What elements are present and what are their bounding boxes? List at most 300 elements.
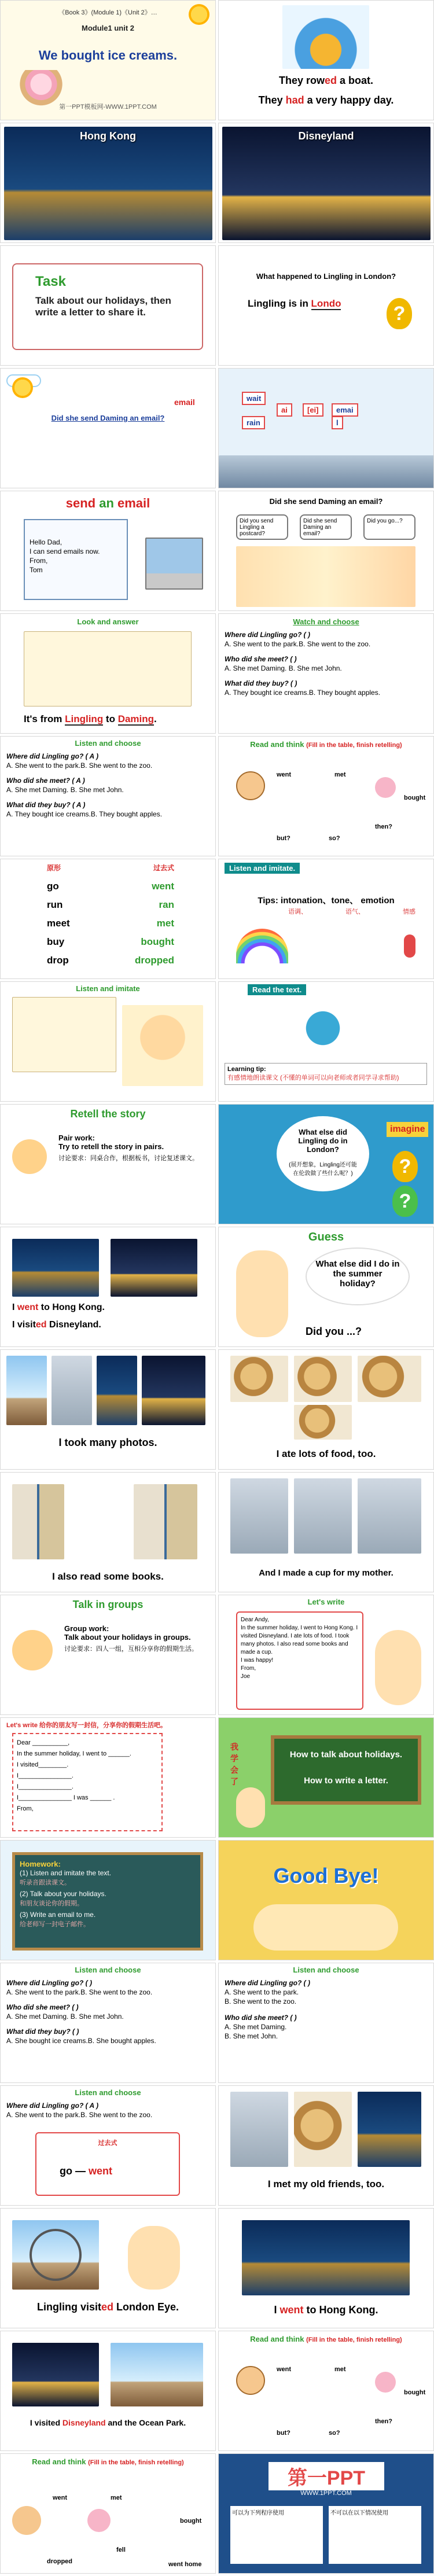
speech-bubble: Did you send Lingling a postcard? [236, 514, 288, 540]
photo-collage-3 [97, 1356, 137, 1425]
task-label: Task [35, 274, 66, 289]
slide-row [0, 2331, 434, 2451]
line-part: and the Ocean Park. [105, 2418, 186, 2427]
line-part: to Hong Kong. [303, 2304, 378, 2316]
verb-base: run [47, 899, 63, 910]
letter-image [24, 631, 192, 706]
task-text: Talk about our holidays, then write a letter to share it. [35, 295, 171, 318]
sentence-part: I [12, 1302, 17, 1312]
word-card-wait: wait [242, 392, 266, 405]
quiz-question: What did they buy? ( ) [225, 679, 297, 687]
slide-15 [0, 859, 216, 979]
quiz-question: Who did she meet? ( ) [6, 2003, 79, 2011]
map-word: fell [116, 2546, 126, 2553]
slide-22 [218, 1227, 434, 1347]
slide-row [0, 859, 434, 979]
slide-23 [0, 1349, 216, 1470]
kids-icon [12, 1139, 47, 1174]
tips-sub [288, 907, 415, 916]
side-label: 我学会了 [230, 1742, 238, 1786]
map-word: went [277, 2366, 292, 2373]
disneyland-photo [12, 2343, 99, 2406]
watch-choose-label: Watch and choose [293, 617, 359, 626]
slide-row [0, 736, 434, 856]
slide-40 [218, 2331, 434, 2451]
title-an: an [99, 496, 117, 510]
homework-cn: 和朋友谈论你的假期。 [20, 1900, 83, 1907]
answer-lingling: Lingling [65, 713, 104, 724]
template-line: I visited________. [17, 1761, 69, 1768]
learning-tip-title: Learning tip: [227, 1066, 266, 1073]
verb-row [47, 896, 174, 914]
slide-3 [0, 123, 216, 243]
usage-col-b: 不可以在以下情况使用 [329, 2506, 421, 2564]
girl-icon [12, 2506, 41, 2535]
quiz-list [6, 2101, 212, 2119]
ice-cream-icon [87, 2509, 111, 2532]
photo-collage-1 [6, 1356, 47, 1425]
verb-base: meet [47, 918, 70, 929]
slide-7 [0, 368, 216, 488]
question-mark-icon: ? [387, 298, 412, 329]
slide-row [0, 1963, 434, 2083]
mail-line: I can send emails now. [30, 547, 100, 555]
quiz-options: B. She went to the zoo. [225, 1997, 297, 2005]
map-word: but? [277, 2430, 290, 2437]
quiz-list [6, 1978, 212, 2045]
quiz-options: A. She met Daming. [225, 2023, 287, 2031]
letter-template [12, 1733, 163, 1831]
email-question: Did she send Daming an email? [269, 497, 383, 506]
photo-collage-4 [142, 1356, 205, 1425]
slide-row [0, 1840, 434, 1960]
header-base: 原形 [47, 864, 61, 872]
girl-icon [236, 771, 265, 800]
speech-bubble: Did she send Daming an email? [300, 514, 352, 540]
map-word: went home [168, 2561, 202, 2568]
letter-line: Joe [241, 1673, 251, 1680]
verb-row [47, 877, 174, 896]
slide-37 [0, 2208, 216, 2328]
cup-photo-1 [230, 1478, 288, 1554]
map-word: went [277, 771, 292, 778]
tip-sub: 语气、 [345, 908, 365, 915]
slide-28 [218, 1595, 434, 1715]
london-eye-line [1, 2301, 215, 2313]
hong-kong-photo [4, 127, 212, 240]
map-word: so? [329, 2430, 340, 2437]
word-card-phoneme: [ei] [303, 403, 323, 417]
book-photo-1 [12, 1484, 64, 1559]
word-card-rain: rain [242, 416, 265, 429]
quiz-question: Where did Lingling go? ( ) [6, 1979, 92, 1987]
label-note: (Fill in the table, finish retelling) [306, 742, 402, 749]
ocean-park-photo [111, 2343, 203, 2406]
board-line-2: How to write a letter. [304, 1776, 388, 1786]
sentence-highlight: ed [35, 1320, 47, 1330]
slide-row [0, 1717, 434, 1838]
map-word: then? [375, 2418, 392, 2425]
lesson-title: We bought ice creams. [38, 48, 178, 62]
took-photos-line: I took many photos. [58, 1437, 157, 1448]
slide-9 [0, 491, 216, 611]
slide-row [0, 1349, 434, 1470]
cup-photo-3 [358, 1478, 421, 1554]
slide-row [0, 1104, 434, 1224]
module-label: Module1 unit 2 [82, 24, 134, 32]
template-line: Dear __________, [17, 1739, 70, 1746]
ate-food-line: I ate lots of food, too. [276, 1448, 376, 1459]
quiz-options: A. She went to the park.B. She went to the zoo. [6, 2111, 153, 2119]
slide-row [0, 245, 434, 366]
line-part: It's from [24, 713, 65, 724]
sentence-part: a very happy day. [304, 94, 394, 106]
verb-table [47, 863, 174, 970]
story-text-image [12, 997, 116, 1072]
cup-photo-2 [294, 1478, 352, 1554]
slide-row [0, 1595, 434, 1715]
title-email: email [117, 496, 150, 510]
disneyland-label: Disneyland [298, 130, 354, 142]
verb-base: go [47, 881, 59, 892]
slide-32 [218, 1840, 434, 1960]
quiz-options: A. They bought ice creams.B. They bought apples. [6, 810, 163, 818]
listen-imitate-label: Listen and imitate. [225, 863, 300, 874]
homework-item: (3) Write an email to me. [20, 1911, 96, 1919]
line-highlight: Disneyland [62, 2418, 106, 2427]
pair-work-cn: 讨论要求：同桌合作，根据板书，讨论复述课文。 [58, 1155, 198, 1162]
verb-past: met [156, 918, 174, 929]
lingling-line [248, 298, 341, 310]
group-work-block [64, 1624, 209, 1653]
line-part: I visited [30, 2418, 62, 2427]
template-line: From, [17, 1805, 34, 1812]
map-word: bought [404, 794, 426, 801]
hong-kong-photo [242, 2220, 410, 2295]
slide-21 [0, 1227, 216, 1347]
sentence-part: to Hong Kong. [38, 1302, 105, 1312]
slide-5 [0, 245, 216, 366]
question-text: What happened to Lingling in London? [256, 272, 396, 281]
photo-collage-2 [52, 1356, 92, 1425]
tip-sub: 情感 [403, 908, 415, 915]
slide-18 [218, 981, 434, 1102]
lets-write-label: Let's write [307, 1598, 345, 1606]
write-header: Let's write 给你的朋友写一封信，分享你的假期生活吧。 [6, 1722, 167, 1729]
template-line: I_______________. [17, 1772, 73, 1779]
email-window [24, 519, 128, 600]
slide-12 [218, 613, 434, 734]
read-think-label [219, 740, 433, 749]
slide-30 [218, 1717, 434, 1838]
sentence-part: They row [278, 75, 325, 86]
food-photo-3 [358, 1356, 421, 1402]
slide-row [0, 2085, 434, 2206]
group-work-cn: 讨论要求：四人一组，互相分享你的假期生活。 [64, 1646, 198, 1653]
verb-past: went [152, 881, 174, 892]
line-part: London Eye. [113, 2301, 179, 2313]
girl-icon [236, 1250, 288, 1337]
verb-row [47, 933, 174, 951]
read-think-label [219, 2335, 433, 2343]
past-tense-pair: go — went [60, 2165, 113, 2177]
verb-past: dropped [135, 955, 174, 966]
slide-row [0, 2208, 434, 2328]
sentence-visited [12, 1320, 101, 1330]
girl-icon [128, 2226, 180, 2290]
tip-sub: 语调、 [288, 908, 307, 915]
map-word: so? [329, 835, 340, 842]
imagine-question: What else did Lingling do in London? [298, 1128, 348, 1154]
question-mark-icon: ? [392, 1151, 418, 1182]
homework-item: (1) Listen and imitate the text. [20, 1869, 112, 1877]
email-question: Did she send Daming an email? [51, 414, 165, 422]
blank-answer: Londo [311, 298, 341, 309]
friends-photo-2 [294, 2092, 352, 2167]
from-to-line [24, 713, 157, 725]
quiz-options: A. They bought ice creams.B. They bought apples. [225, 689, 381, 697]
slide-row [0, 2453, 434, 2574]
quiz-question: Where did Lingling go? ( ) [225, 631, 310, 639]
line-part: to [103, 713, 118, 724]
boat-cartoon-image [282, 5, 369, 69]
visited-line [1, 2418, 215, 2427]
look-answer-label: Look and answer [77, 617, 139, 626]
computer-image [145, 538, 203, 590]
verb-base: drop [47, 955, 69, 966]
label-note: (Fill in the table, finish retelling) [306, 2336, 402, 2343]
slide-row [0, 981, 434, 1102]
verb-header [47, 863, 174, 873]
slide-39 [0, 2331, 216, 2451]
sentence-rowed [219, 75, 433, 87]
usage-col-a: 可以为下列程序使用 [230, 2506, 323, 2564]
slide-25 [0, 1472, 216, 1592]
verb-past: bought [141, 936, 174, 947]
food-photo-1 [230, 1356, 288, 1402]
quiz-question: What did they buy? ( ) [6, 2027, 79, 2036]
food-photo-2 [294, 1356, 352, 1402]
quiz-options: A. She bought ice creams.B. She bought apples. [6, 2037, 156, 2045]
slide-row [0, 123, 434, 243]
slide-14 [218, 736, 434, 856]
map-word: but? [277, 835, 290, 842]
mail-line: Tom [30, 566, 43, 574]
read-think-label [1, 2457, 215, 2466]
quiz-question: Who did she meet? ( ) [225, 2014, 297, 2022]
speech-bubble: Did you go...? [363, 514, 415, 540]
quiz-options: B. She met John. [225, 2032, 278, 2040]
line-part: I [274, 2304, 280, 2316]
quiz-options: A. She met Daming. B. She met John. [6, 786, 124, 794]
line-highlight: went [279, 2304, 304, 2316]
made-cup-line: And I made a cup for my mother. [259, 1568, 393, 1578]
slide-24 [218, 1349, 434, 1470]
girl-icon [375, 1630, 421, 1705]
imagine-word: imagine [387, 1122, 428, 1137]
slide-31 [0, 1840, 216, 1960]
letter-line: From, [241, 1665, 256, 1672]
quiz-question: What did they buy? ( A ) [6, 801, 86, 809]
friends-photo-3 [358, 2092, 421, 2167]
brand-logo: 第一PPT [269, 2462, 384, 2490]
slide-row [0, 1227, 434, 1347]
london-skyline-image [219, 455, 434, 488]
slide-16 [218, 859, 434, 979]
slide-38 [218, 2208, 434, 2328]
book-icon [288, 1005, 358, 1051]
map-word: met [334, 2366, 346, 2373]
girl-icon [236, 2366, 265, 2395]
slide-row [0, 368, 434, 488]
met-friends-line: I met my old friends, too. [267, 2178, 385, 2189]
listen-choose-label: Listen and choose [75, 1966, 141, 1974]
slide-34 [218, 1963, 434, 2083]
slide-row [0, 613, 434, 734]
retell-label: Retell the story [70, 1108, 146, 1120]
children-cartoon-image [122, 1005, 203, 1086]
quiz-options: A. She went to the park. [225, 1988, 299, 1996]
quiz-question: Where did Lingling go? ( A ) [6, 2102, 99, 2110]
blackboard [271, 1735, 421, 1805]
disneyland-photo [111, 1239, 197, 1297]
question-mark-icon: ? [392, 1186, 418, 1217]
children-cartoon-image [236, 546, 415, 607]
hong-kong-label: Hong Kong [80, 130, 136, 142]
teacher-icon [236, 1787, 265, 1828]
quiz-list [225, 630, 430, 697]
map-word: bought [404, 2389, 426, 2396]
sentence-highlight: had [285, 94, 304, 106]
label-text: Read and think [250, 740, 304, 749]
book-photo-2 [134, 1484, 197, 1559]
homework-cn: 听录音跟读课文。 [20, 1879, 71, 1886]
quiz-options: A. She met Daming. B. She met John. [225, 664, 342, 672]
pair-work-block [58, 1134, 209, 1162]
sentence-part: I visit [12, 1320, 36, 1330]
sentence-part: Disneyland. [46, 1320, 101, 1330]
slide-13 [0, 736, 216, 856]
listen-choose-label: Listen and choose [75, 2088, 141, 2097]
read-text-label: Read the text. [248, 984, 306, 995]
slide-8 [218, 368, 434, 488]
listen-imitate-label: Listen and imitate [76, 984, 140, 993]
guess-answer: Did you ...? [306, 1326, 362, 1337]
word-card-ai: ai [277, 403, 292, 417]
sentence-part: a boat. [337, 75, 374, 86]
letter-line: In the summer holiday, I went to Hong Kong. I visited Disneyland. I ate lots of food. I took many photos. I also read some books and made a cup. [241, 1625, 358, 1655]
template-line: I_______________ I was ______ . [17, 1794, 115, 1801]
sentence-had [219, 94, 433, 106]
disneyland-photo [222, 127, 431, 240]
email-word: email [174, 398, 195, 407]
listen-choose-label: Listen and choose [293, 1966, 359, 1974]
slide-41 [0, 2453, 216, 2574]
imagine-cn: (展开想象，Lingling还可能在伦敦做了些什么呢？) [289, 1162, 357, 1177]
slide-20 [218, 1104, 434, 1224]
went-line [219, 2304, 433, 2316]
slide-row [0, 491, 434, 611]
homework-board [12, 1852, 203, 1951]
sentence-went [12, 1302, 105, 1313]
kids-icon [12, 1630, 53, 1670]
pair-work-task: Try to retell the story in pairs. [58, 1142, 164, 1151]
homework-label: Homework: [20, 1860, 61, 1868]
slide-row [0, 0, 434, 120]
verb-row [47, 951, 174, 970]
footer-text: 第一PPT模板网-WWW.1PPT.COM [59, 104, 157, 111]
past-tense-header: 过去式 [98, 2140, 117, 2147]
learning-tip-text: 有感情地朗读课文 (不懂的单词可以向老师或者同学寻求帮助) [227, 1074, 399, 1081]
title-send: send [65, 496, 100, 510]
verb-base: go [60, 2165, 72, 2177]
slide-27 [0, 1595, 216, 1715]
map-word: bought [180, 2518, 202, 2525]
slide-42 [218, 2453, 434, 2574]
quiz-options: A. She went to the park.B. She went to the zoo. [6, 761, 153, 770]
label-text: Read and think [250, 2335, 304, 2343]
slide-row [0, 1472, 434, 1592]
sun-icon [12, 377, 33, 398]
verb-past: went [89, 2165, 113, 2177]
learning-tip-box [225, 1063, 427, 1085]
tips-text: Tips: intonation、tone、 emotion [258, 896, 395, 906]
line-part: Lingling visit [36, 2301, 101, 2313]
label-note: (Fill in the table, finish retelling) [88, 2459, 184, 2466]
sentence-highlight: ed [324, 75, 337, 86]
quiz-list [6, 752, 212, 819]
slide-2 [218, 0, 434, 120]
slide-6 [218, 245, 434, 366]
food-photo-4 [294, 1405, 352, 1440]
homework-cn: 给老师写一封电子邮件。 [20, 1921, 90, 1928]
line-highlight: ed [101, 2301, 113, 2313]
label-text: Read and think [32, 2457, 86, 2466]
talk-groups-label: Talk in groups [72, 1599, 144, 1610]
template-line: In the summer holiday, I went to ______. [17, 1750, 131, 1757]
word-card-email: emai [332, 403, 358, 417]
letter-sample [236, 1611, 363, 1710]
slide-1 [0, 0, 216, 120]
ice-cream-icon [375, 2372, 396, 2393]
kids-icon [253, 1904, 398, 1951]
quiz-question: Who did she meet? ( ) [225, 655, 297, 663]
mail-line: From, [30, 557, 48, 565]
slide-35 [0, 2085, 216, 2206]
read-books-line: I also read some books. [52, 1571, 164, 1582]
letter-line: Dear Andy, [241, 1617, 269, 1623]
letter-line: I was happy! [241, 1657, 274, 1664]
map-word: met [111, 2494, 122, 2501]
slide-29 [0, 1717, 216, 1838]
slide-header: 《Book 3》(Module 1)《Unit 2》… [58, 9, 157, 16]
ice-cream-icon [375, 777, 396, 798]
homework-item: (2) Talk about your holidays. [20, 1890, 106, 1898]
quiz-question: Who did she meet? ( A ) [6, 777, 85, 785]
line-text: Lingling is in [248, 298, 311, 309]
pair-work-title: Pair work: [58, 1134, 95, 1142]
sentence-highlight: went [17, 1302, 39, 1312]
verb-past: ran [159, 899, 174, 910]
slide-17 [0, 981, 216, 1102]
word-card-l: l [332, 416, 343, 429]
mail-line: Hello Dad, [30, 538, 62, 546]
quiz-question: Where did Lingling go? ( A ) [6, 752, 99, 760]
quiz-question: Where did Lingling go? ( ) [225, 1979, 310, 1987]
quiz-options: A. She went to the park.B. She went to the zoo. [225, 640, 371, 648]
slide-36 [218, 2085, 434, 2206]
listen-choose-label: Listen and choose [75, 739, 141, 748]
